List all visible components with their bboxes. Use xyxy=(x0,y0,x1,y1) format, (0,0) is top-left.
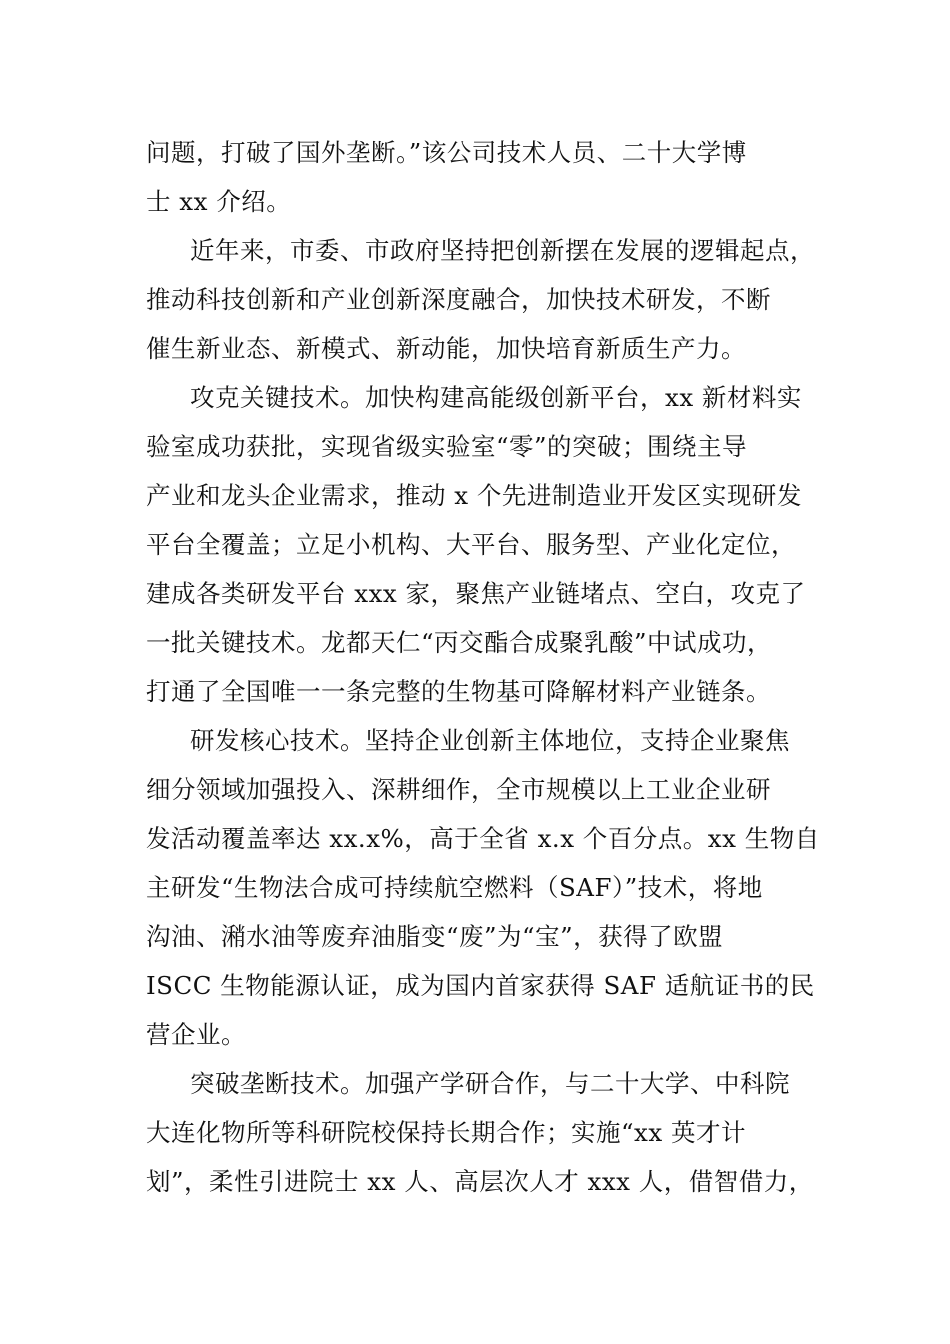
text-line: 打通了全国唯一一条完整的生物基可降解材料产业链条。 xyxy=(146,677,771,706)
paragraph xyxy=(146,716,820,1059)
text-line: 细分领域加强投入、深耕细作，全市规模以上工业企业研 xyxy=(146,775,771,804)
text-line: 平台全覆盖；立足小机构、大平台、服务型、产业化定位， xyxy=(146,530,796,559)
text-line: 催生新业态、新模式、新动能，加快培育新质生产力。 xyxy=(146,334,746,363)
text-line: 大连化物所等科研院校保持长期合作；实施“xx 英才计 xyxy=(146,1118,746,1147)
document-body xyxy=(146,128,820,1206)
text-line: 问题，打破了国外垄断。”该公司技术人员、二十大学博 xyxy=(146,138,747,167)
text-line: 推动科技创新和产业创新深度融合，加快技术研发，不断 xyxy=(146,285,771,314)
text-line: 一批关键技术。龙都天仁“丙交酯合成聚乳酸”中试成功， xyxy=(146,628,773,657)
text-line: 近年来，市委、市政府坚持把创新摆在发展的逻辑起点， xyxy=(190,236,815,265)
paragraph xyxy=(146,128,816,226)
text-line: 突破垄断技术。加强产学研合作，与二十大学、中科院 xyxy=(190,1069,790,1098)
text-line: 发活动覆盖率达 xx.x%，高于全省 x.x 个百分点。xx 生物自 xyxy=(146,824,820,853)
text-line: 沟油、潲水油等废弃油脂变“废”为“宝”，获得了欧盟 xyxy=(146,922,724,951)
text-line: 营企业。 xyxy=(146,1020,246,1049)
paragraph xyxy=(146,226,816,373)
text-line: 建成各类研发平台 xxx 家，聚焦产业链堵点、空白，攻克了 xyxy=(146,579,806,608)
text-line: 研发核心技术。坚持企业创新主体地位，支持企业聚焦 xyxy=(190,726,790,755)
text-line: 验室成功获批，实现省级实验室“零”的突破；围绕主导 xyxy=(146,432,748,461)
paragraph xyxy=(146,1059,816,1206)
text-line: 攻克关键技术。加快构建高能级创新平台，xx 新材料实 xyxy=(190,383,802,412)
text-line: 划”，柔性引进院士 xx 人、高层次人才 xxx 人，借智借力， xyxy=(146,1167,814,1196)
text-line: 产业和龙头企业需求，推动 x 个先进制造业开发区实现研发 xyxy=(146,481,802,510)
text-line: ISCC 生物能源认证，成为国内首家获得 SAF 适航证书的民 xyxy=(146,971,815,1000)
text-line: 主研发“生物法合成可持续航空燃料（SAF）”技术，将地 xyxy=(146,873,763,902)
text-line: 士 xx 介绍。 xyxy=(146,187,292,216)
paragraph xyxy=(146,373,816,716)
